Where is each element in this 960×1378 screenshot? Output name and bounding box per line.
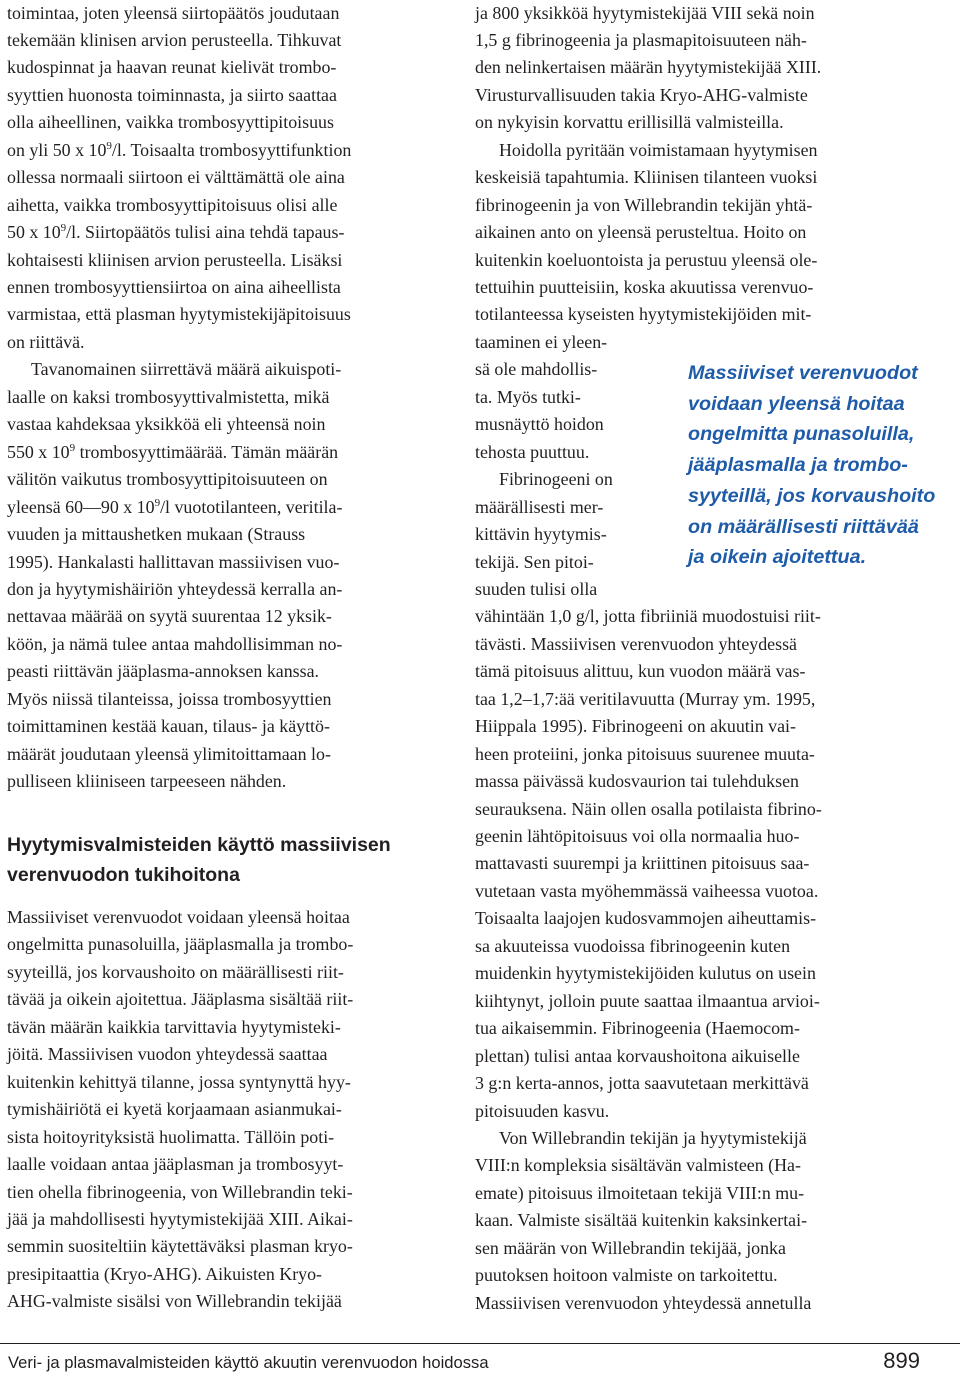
text-line: ollessa normaali siirtoon ei välttämättä ole aina [7,167,345,188]
text-line: Fibrinogeeni on [499,469,613,490]
text-line: den nelinkertaisen määrän hyytymistekijää XIII. [475,57,822,78]
text-line: syyteillä, jos korvaushoito on määrällisesti riit- [7,961,344,982]
text-line: heen proteiini, jonka pitoisuus suurenee muuta- [475,743,815,764]
text-line: syyttien huonosta toiminnasta, ja siirto saattaa [7,84,337,105]
text-line: 550 x $10^9$ trombosyyttimäärää. Tämän määrän [7,441,339,462]
text-line: ongelmitta punasoluilla, jääplasmalla ja trombo- [7,934,354,955]
text-line: sä ole mahdollis- [475,359,598,380]
text-line: musnäyttö hoidon [475,414,604,435]
text-line: tua aikaisemmin. Fibrinogeenia (Haemocom- [475,1018,800,1039]
text-line: VIII:n kompleksia sisältävän valmisteen (Ha- [475,1155,801,1176]
text-line: 50 x $10^9/l$. Siirtopäätös tulisi aina tehdä tapaus- [7,222,345,243]
text-line: pitoisuuden kasvu. [475,1100,610,1121]
text-line: Massiiviset verenvuodot voidaan yleensä hoitaa [7,907,350,927]
text-line: yleensä 60—90 x $10^9/l$ vuototilanteen, veritila- [7,496,343,517]
text-line: ja 800 yksikköä hyytymistekijää VIII sekä noin [475,2,815,23]
text-line: välitön vaikutus trombosyyttipitoisuuteen on [7,469,328,490]
page-footer [0,1343,960,1378]
pull-quote-line: voidaan yleensä hoitaa [688,392,905,415]
text-line: kaan. Valmiste sisältää kuitenkin kaksinkertai- [475,1210,808,1231]
text-line: puutoksen hoitoon valmiste on tarkoitettu. [475,1265,778,1286]
text-line: don ja hyytymishäiriön yhteydessä kerralla an- [7,578,343,599]
text-line: tekijä. Sen pitoi- [475,551,594,572]
text-line: Von Willebrandin tekijän ja hyytymistekijä [499,1127,807,1148]
text-line: Tavanomainen siirrettävä määrä aikuispoti- [31,359,342,380]
text-line: tettuihin puutteisiin, koska akuutissa verenvuo- [475,277,814,297]
text-line: on nykyisin korvattu erillisillä valmisteilla. [475,112,784,133]
text-line: Myös niissä tilanteissa, joissa trombosyyttien [7,688,332,709]
text-line: plettan) tulisi antaa korvaushoitona aikuiselle [475,1045,800,1066]
text-line: seurauksena. Näin ollen osalla potilaista fibrino- [475,798,822,819]
text-line: köön, ja nämä tulee antaa mahdollisimman no- [7,633,343,654]
text-line: laalle on kaksi trombosyyttivalmistetta, mikä [7,386,330,407]
text-line: on yli 50 x $10^9/l$. Toisaalta trombosyyttifunktion [7,139,352,160]
pull-quote-line: Massiiviset verenvuodot [688,362,918,384]
text-line: kuitenkin kehittyä tilanne, jossa syntynyttä hyy- [7,1071,351,1092]
text-line: laalle voidaan antaa jääplasman ja trombosyyt- [7,1154,344,1175]
text-line: sen määrän von Willebrandin tekijää, jonka [475,1237,786,1258]
text-line: varmistaa, että plasman hyytymistekijäpitoisuus [7,304,351,325]
text-line: nettavaa määrää on syytä suurentaa 12 yksik- [7,606,332,627]
text-line: määrällisesti mer- [475,496,604,517]
text-line: 1,5 g fibrinogeenia ja plasmapitoisuuteen näh- [475,29,807,50]
text-line: vähintään 1,0 g/l, jotta fibriiniä muodostuisi riit- [475,606,821,627]
text-line: aihetta, vaikka trombosyyttipitoisuus olisi alle [7,194,338,215]
text-line: vuuden ja mittaushetken mukaan (Strauss [7,524,306,545]
text-line: 1995). Hankalasti hallittavan massiivisen vuo- [7,551,340,572]
text-line: tämä pitoisuus alittuu, kun vuodon määrä vas- [475,661,806,682]
text-line: mattavasti suurempi ja kriittinen pitoisuus saa- [475,853,810,874]
footer-rule [0,1343,960,1344]
pull-quote-line: jääplasmalla ja trombo- [688,454,908,477]
text-line: ta. Myös tutki- [475,386,581,407]
text-line: vutetaan vasta myöhemmässä vaiheessa vuotoa. [475,880,819,901]
text-line: määrät joudutaan yleensä ylimitoittamaan lo- [7,743,331,764]
text-line: taa 1,2–1,7:ää veritilavuutta (Murray ym. 1995, [475,688,816,709]
text-line: kittävin hyytymis- [475,524,607,545]
text-line: tävän määrän kaikkia tarvittavia hyytymisteki- [7,1016,341,1037]
running-title: Veri- ja plasmavalmisteiden käyttö akuutin verenvuodon hoidossa [8,1353,489,1372]
text-line: taaminen ei yleen- [475,331,608,352]
text-line: tymishäiriötä ei kyetä korjaamaan asianmukai- [7,1099,342,1120]
text-line: tävästi. Massiivisen verenvuodon yhteydessä [475,633,797,654]
pull-quote-line: ongelmitta punasoluilla, [688,423,915,446]
text-line: Massiivisen verenvuodon yhteydessä annetulla [475,1292,812,1313]
text-line: ennen trombosyyttiensiirtoa on aina aiheellista [7,277,341,297]
text-line: massa päivässä kudosvaurion tai tulehduksen [475,771,799,792]
text-line: jöitä. Massiivisen vuodon yhteydessä saattaa [7,1044,328,1065]
pull-quote-line: on määrällisesti riittävää [688,515,919,538]
text-line: sista hoitoyrityksistä huolimatta. Tällöin poti- [7,1126,335,1147]
heading-line: Hyytymisvalmisteiden käyttö massiivisen [7,834,391,856]
text-line: fibrinogeenin ja von Willebrandin tekijän yhtä- [475,194,813,215]
text-line: kiihtynyt, jolloin puute saattaa ilmaantua arvioi- [475,990,820,1011]
text-line: totilanteessa kyseisten hyytymistekijöiden mit- [475,304,812,325]
text-line: toimintaa, joten yleensä siirtopäätös joudutaan [7,2,340,23]
text-line: Toisaalta laajojen kudosvammojen aiheuttamis- [475,908,817,929]
text-line: AHG-valmiste sisälsi von Willebrandin tekijää [7,1291,342,1312]
text-line: Hoidolla pyritään voimistamaan hyytymisen [499,139,818,160]
text-line: tehosta puuttuu. [475,441,590,462]
text-line: kuitenkin koeluontoista ja perustuu yleensä ole- [475,249,818,270]
text-line: tekemään klinisen arvion perusteella. Tihkuvat [7,29,342,50]
text-line: muidenkin hyytymistekijöiden kulutus on usein [475,963,816,984]
heading-line: verenvuodon tukihoitona [7,863,240,886]
text-line: emate) pitoisuus ilmoitetaan tekijä VIII:n mu- [475,1182,805,1203]
page-number: 899 [883,1348,920,1373]
text-line: suuden tulisi olla [475,578,598,599]
text-line: 3 g:n kerta-annos, jotta saavutetaan merkittävä [475,1073,809,1094]
text-line: presipitaattia (Kryo-AHG). Aikuisten Kryo- [7,1263,322,1284]
text-line: olla aiheellinen, vaikka trombosyyttipitoisuus [7,112,334,133]
text-line: jää ja mahdollisesti hyytymistekijää XIII. Aikai- [7,1208,353,1229]
text-line: keskeisiä tapahtumia. Kliinisen tilanteen vuoksi [475,167,818,188]
text-line: geenin lähtöpitoisuus voi olla normaalia huo- [475,826,800,846]
text-line: kohtaisesti kliinisen arvion perusteella. Lisäksi [7,249,343,270]
text-line: tävää ja oikein ajoitettua. Jääplasma sisältää riit- [7,989,354,1010]
text-line: on riittävä. [7,331,85,352]
text-line: Hiippala 1995). Fibrinogeeni on akuutin vai- [475,716,796,737]
text-line: sa akuuteissa vuodoissa fibrinogeenin kuten [475,935,791,956]
text-line: pulliseen kliiniseen tarpeeseen nähden. [7,771,287,792]
text-line: semmin suositeltiin käytettäväksi plasman kryo- [7,1236,353,1257]
text-line: kudospinnat ja haavan reunat kielivät trombo- [7,57,337,78]
text-line: peasti riittävän jääplasma-annoksen kanssa. [7,661,319,682]
text-line: tien ohella fibrinogeenia, von Willebrandin teki- [7,1181,353,1202]
text-line: Virusturvallisuuden takia Kryo-AHG-valmiste [475,84,808,105]
pull-quote-line: syyteillä, jos korvaushoito [688,484,936,507]
pull-quote-line: ja oikein ajoitettua. [688,546,867,569]
text-line: vastaa kahdeksaa yksikköä eli yhteensä noin [7,414,326,435]
text-line: aikainen anto on yleensä perusteltua. Hoito on [475,222,807,243]
text-line: toimittaminen kestää kauan, tilaus- ja käyttö- [7,716,330,737]
